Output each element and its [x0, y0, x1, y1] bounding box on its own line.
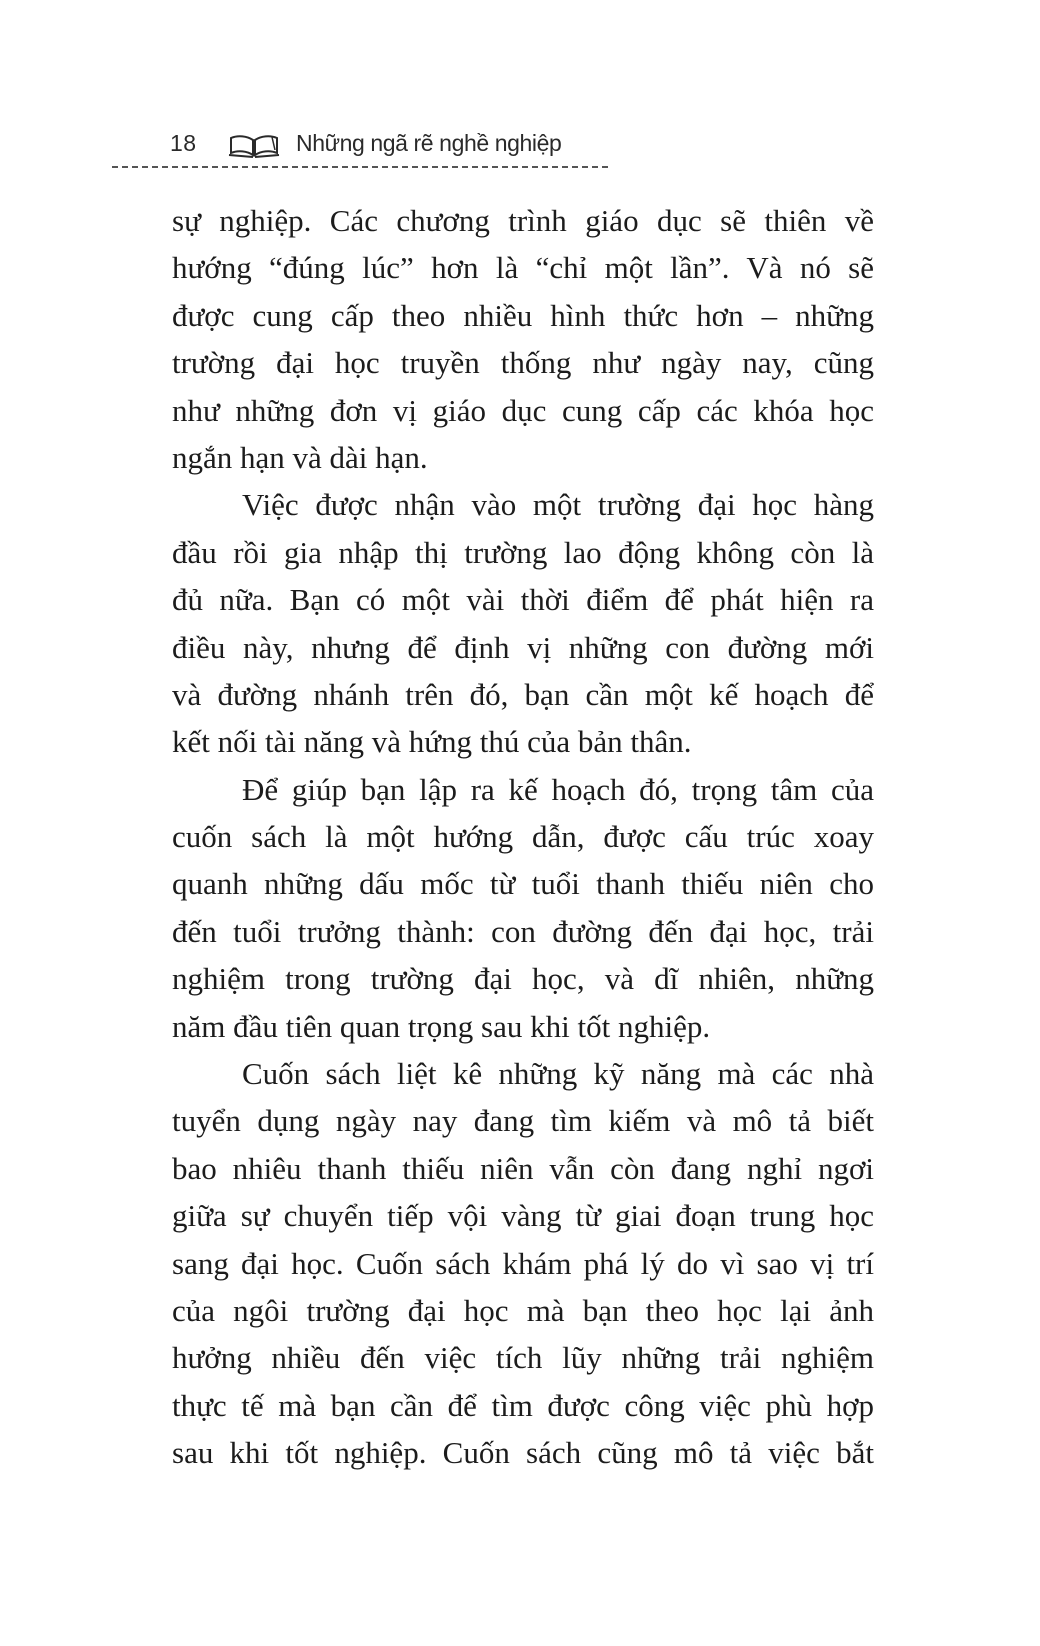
- running-head: [170, 128, 610, 164]
- chapter-title: Những ngã rẽ nghề nghiệp: [296, 130, 562, 156]
- text-line: Để giúp bạn lập ra kế hoạch đó, trọng tâm của: [242, 771, 874, 807]
- text-line: kết nối tài năng và hứng thú của bản thân.: [172, 724, 692, 760]
- text-line: sự nghiệp. Các chương trình giáo dục sẽ thiên về: [172, 203, 874, 238]
- text-line: của ngôi trường đại học mà bạn theo học lại ảnh: [172, 1292, 874, 1328]
- text-line: điều này, nhưng để định vị những con đường mới: [172, 629, 874, 665]
- text-line: thực tế mà bạn cần để tìm được công việc phù hợp: [172, 1387, 874, 1423]
- text-line: nghiệm trong trường đại học, và dĩ nhiên, những: [172, 961, 874, 997]
- header-divider: [112, 166, 608, 168]
- text-line: trường đại học truyền thống như ngày nay, cũng: [172, 345, 874, 381]
- text-line: hướng “đúng lúc” hơn là “chỉ một lần”. Và nó sẽ: [172, 250, 874, 286]
- text-line: Cuốn sách liệt kê những kỹ năng mà các nhà: [242, 1056, 874, 1092]
- text-line: sau khi tốt nghiệp. Cuốn sách cũng mô tả việc bắt: [172, 1435, 874, 1471]
- text-line: sang đại học. Cuốn sách khám phá lý do vì sao vị trí: [172, 1245, 874, 1281]
- paragraph-4: [172, 1050, 874, 1477]
- text-line: như những đơn vị giáo dục cung cấp các khóa học: [172, 392, 874, 428]
- paragraph-2: [172, 481, 874, 765]
- text-line: được cung cấp theo nhiều hình thức hơn – những: [172, 297, 874, 333]
- text-line: đầu rồi gia nhập thị trường lao động không còn là: [172, 534, 874, 570]
- text-line: đến tuổi trưởng thành: con đường đến đại học, trải: [172, 913, 874, 949]
- text-line: năm đầu tiên quan trọng sau khi tốt nghiệp.: [172, 1008, 711, 1044]
- text-line: bao nhiêu thanh thiếu niên vẫn còn đang nghỉ ngơi: [172, 1150, 874, 1186]
- text-line: tuyển dụng ngày nay đang tìm kiếm và mô tả biết: [172, 1103, 874, 1139]
- text-line: cuốn sách là một hướng dẫn, được cấu trúc xoay: [172, 819, 874, 855]
- paragraph-1: [172, 197, 874, 481]
- text-line: hưởng nhiều đến việc tích lũy những trải nghiệm: [172, 1340, 874, 1376]
- text-line: giữa sự chuyển tiếp vội vàng từ giai đoạn trung học: [172, 1198, 874, 1234]
- body-text: [172, 197, 874, 1477]
- text-line: và đường nhánh trên đó, bạn cần một kế hoạch để: [172, 676, 874, 712]
- open-book-icon: [228, 134, 280, 158]
- text-line: quanh những dấu mốc từ tuổi thanh thiếu niên cho: [172, 866, 874, 902]
- page-number: 18: [170, 130, 197, 156]
- paragraph-3: [172, 766, 874, 1050]
- text-line: đủ nữa. Bạn có một vài thời điểm để phát hiện ra: [172, 582, 874, 618]
- text-line: Việc được nhận vào một trường đại học hàng: [242, 487, 874, 523]
- text-line: ngắn hạn và dài hạn.: [172, 439, 428, 475]
